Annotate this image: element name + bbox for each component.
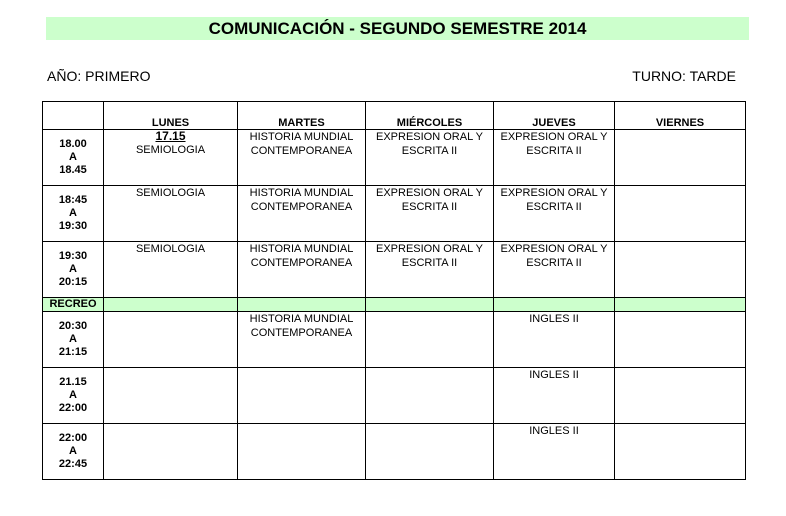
time-end: 21:15 bbox=[58, 346, 88, 358]
class-cell: EXPRESION ORAL Y ESCRITA II bbox=[494, 242, 615, 298]
time-start: 19:30 bbox=[58, 250, 88, 262]
time-end: 20:15 bbox=[58, 276, 88, 288]
class-cell bbox=[366, 312, 494, 368]
class-cell bbox=[104, 312, 238, 368]
class-cell bbox=[615, 186, 746, 242]
class-cell: HISTORIA MUNDIAL CONTEMPORANEA bbox=[238, 186, 366, 242]
class-cell bbox=[615, 130, 746, 186]
class-cell bbox=[615, 368, 746, 424]
recess-cell bbox=[238, 298, 366, 312]
class-cell: INGLES II bbox=[494, 368, 615, 424]
class-cell: EXPRESION ORAL Y ESCRITA II bbox=[366, 186, 494, 242]
time-cell bbox=[43, 368, 104, 424]
schedule-row bbox=[43, 186, 746, 242]
time-start: 18.00 bbox=[59, 138, 87, 150]
class-cell: SEMIOLOGIA bbox=[104, 242, 238, 298]
time-start: 21.15 bbox=[59, 376, 87, 388]
time-start: 18:45 bbox=[58, 194, 88, 206]
class-cell bbox=[104, 130, 238, 186]
time-end: 18.45 bbox=[59, 164, 87, 176]
class-cell bbox=[366, 368, 494, 424]
day-header: MIÉRCOLES bbox=[366, 102, 494, 130]
day-header: VIERNES bbox=[615, 102, 746, 130]
class-cell: HISTORIA MUNDIAL CONTEMPORANEA bbox=[238, 130, 366, 186]
schedule-row bbox=[43, 312, 746, 368]
class-cell: INGLES II bbox=[494, 424, 615, 480]
time-separator: A bbox=[69, 207, 77, 219]
class-cell bbox=[104, 424, 238, 480]
class-cell bbox=[615, 242, 746, 298]
class-cell: HISTORIA MUNDIAL CONTEMPORANEA bbox=[238, 312, 366, 368]
time-cell bbox=[43, 242, 104, 298]
class-cell bbox=[366, 424, 494, 480]
class-cell bbox=[104, 368, 238, 424]
class-name: SEMIOLOGIA bbox=[135, 144, 206, 156]
recess-label: RECREO bbox=[43, 298, 104, 312]
class-cell: EXPRESION ORAL Y ESCRITA II bbox=[366, 130, 494, 186]
schedule-row bbox=[43, 368, 746, 424]
class-cell: HISTORIA MUNDIAL CONTEMPORANEA bbox=[238, 242, 366, 298]
time-end: 22:00 bbox=[58, 402, 88, 414]
header-corner bbox=[43, 102, 104, 130]
recess-row bbox=[43, 298, 746, 312]
time-start: 20:30 bbox=[58, 320, 88, 332]
class-cell bbox=[238, 424, 366, 480]
recess-cell bbox=[494, 298, 615, 312]
time-cell bbox=[43, 186, 104, 242]
time-end: 22:45 bbox=[58, 458, 88, 470]
class-cell: EXPRESION ORAL Y ESCRITA II bbox=[494, 130, 615, 186]
schedule-row bbox=[43, 242, 746, 298]
day-header: LUNES bbox=[104, 102, 238, 130]
class-cell: EXPRESION ORAL Y ESCRITA II bbox=[494, 186, 615, 242]
time-separator: A bbox=[69, 333, 77, 345]
class-cell: INGLES II bbox=[494, 312, 615, 368]
recess-cell bbox=[615, 298, 746, 312]
time-separator: A bbox=[69, 263, 77, 275]
header-row bbox=[43, 102, 746, 130]
class-cell bbox=[615, 424, 746, 480]
schedule-row bbox=[43, 130, 746, 186]
day-header: MARTES bbox=[238, 102, 366, 130]
page-title: COMUNICACIÓN - SEGUNDO SEMESTRE 2014 bbox=[46, 17, 749, 40]
class-cell bbox=[238, 368, 366, 424]
time-cell bbox=[43, 312, 104, 368]
year-label: AÑO: PRIMERO bbox=[47, 68, 151, 84]
time-separator: A bbox=[69, 445, 77, 457]
time-separator: A bbox=[69, 389, 77, 401]
shift-label: TURNO: TARDE bbox=[632, 68, 736, 84]
recess-cell bbox=[104, 298, 238, 312]
schedule-table bbox=[42, 101, 746, 480]
schedule-row bbox=[43, 424, 746, 480]
monday-start-time: 17.15 bbox=[155, 129, 186, 143]
time-start: 22:00 bbox=[58, 432, 88, 444]
time-cell bbox=[43, 424, 104, 480]
class-cell: SEMIOLOGIA bbox=[104, 186, 238, 242]
recess-cell bbox=[366, 298, 494, 312]
class-cell bbox=[615, 312, 746, 368]
time-cell bbox=[43, 130, 104, 186]
class-cell: EXPRESION ORAL Y ESCRITA II bbox=[366, 242, 494, 298]
time-separator: A bbox=[69, 151, 77, 163]
day-header: JUEVES bbox=[494, 102, 615, 130]
time-end: 19:30 bbox=[58, 220, 88, 232]
